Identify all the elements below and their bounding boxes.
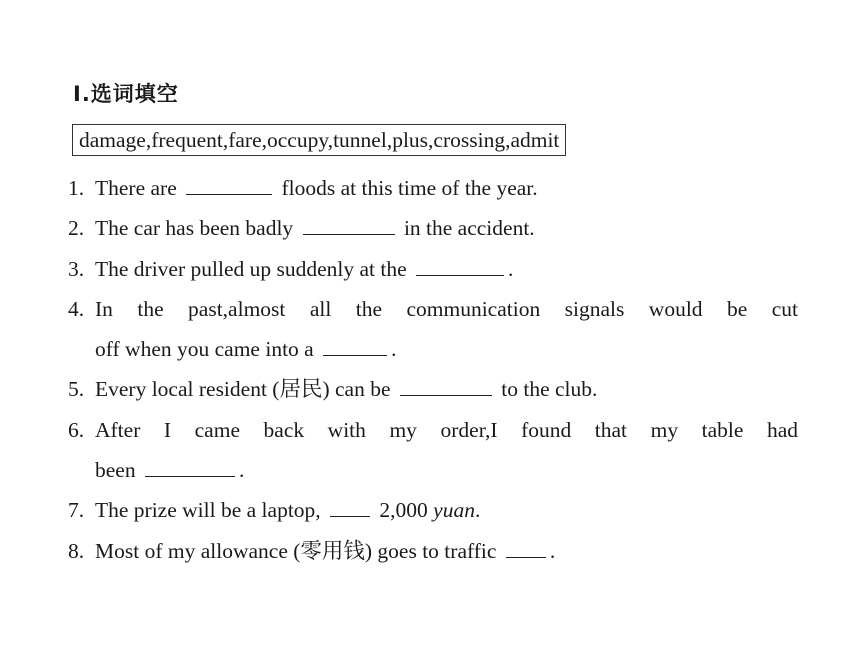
- question-number: 6.: [68, 418, 85, 442]
- question-text-before: The driver pulled up suddenly at the: [95, 257, 407, 281]
- question-text-before: The prize will be a laptop,: [95, 498, 321, 522]
- question-6-continued: [68, 450, 798, 490]
- question-number: 8.: [68, 539, 85, 563]
- answer-blank[interactable]: [323, 333, 387, 356]
- section-title: Ⅰ.选词填空: [73, 82, 179, 106]
- question-text-after: .: [474, 498, 481, 522]
- question-text-after: .: [549, 539, 556, 563]
- answer-blank[interactable]: [416, 253, 504, 276]
- question-7: [68, 490, 798, 530]
- question-number: 2.: [68, 216, 85, 240]
- answer-blank[interactable]: [506, 535, 546, 558]
- question-text-before: The car has been badly: [95, 216, 294, 240]
- question-number: 3.: [68, 257, 85, 281]
- answer-blank[interactable]: [186, 172, 272, 195]
- question-6: [68, 410, 798, 450]
- answer-blank[interactable]: [400, 373, 492, 396]
- answer-blank[interactable]: [303, 212, 395, 235]
- question-4-continued: [68, 329, 798, 369]
- question-2: [68, 208, 798, 248]
- question-number: 4.: [68, 297, 85, 321]
- question-text-before: There are: [95, 176, 177, 200]
- question-text-before: Most of my allowance (零用钱) goes to traffic: [95, 539, 497, 563]
- question-5: [68, 369, 798, 409]
- question-currency: yuan: [433, 498, 475, 522]
- question-1: [68, 168, 798, 208]
- answer-blank[interactable]: [145, 454, 235, 477]
- question-3: [68, 249, 798, 289]
- question-text-after: in the accident.: [403, 216, 535, 240]
- word-bank-box: damage,frequent,fare,occupy,tunnel,plus,crossing,admit: [72, 124, 566, 156]
- question-text-before: been: [95, 458, 136, 482]
- answer-blank[interactable]: [330, 494, 370, 517]
- question-text-after: floods at this time of the year.: [281, 176, 538, 200]
- question-number: 7.: [68, 498, 85, 522]
- question-8: [68, 531, 798, 571]
- question-4: [68, 289, 798, 329]
- question-text-after: .: [508, 257, 514, 281]
- question-text-after: .: [238, 458, 245, 482]
- question-text-line1: After I came back with my order,I found that my table had: [95, 418, 798, 442]
- question-text-after: .: [391, 337, 397, 361]
- question-text-before: off when you came into a: [95, 337, 314, 361]
- question-text-line1: In the past,almost all the communication signals would be cut: [95, 297, 798, 321]
- question-text-after: to the club.: [501, 377, 598, 401]
- question-number: 1.: [68, 176, 85, 200]
- question-text-before: Every local resident (居民) can be: [95, 377, 391, 401]
- question-amount: 2,000: [379, 498, 428, 522]
- question-number: 5.: [68, 377, 85, 401]
